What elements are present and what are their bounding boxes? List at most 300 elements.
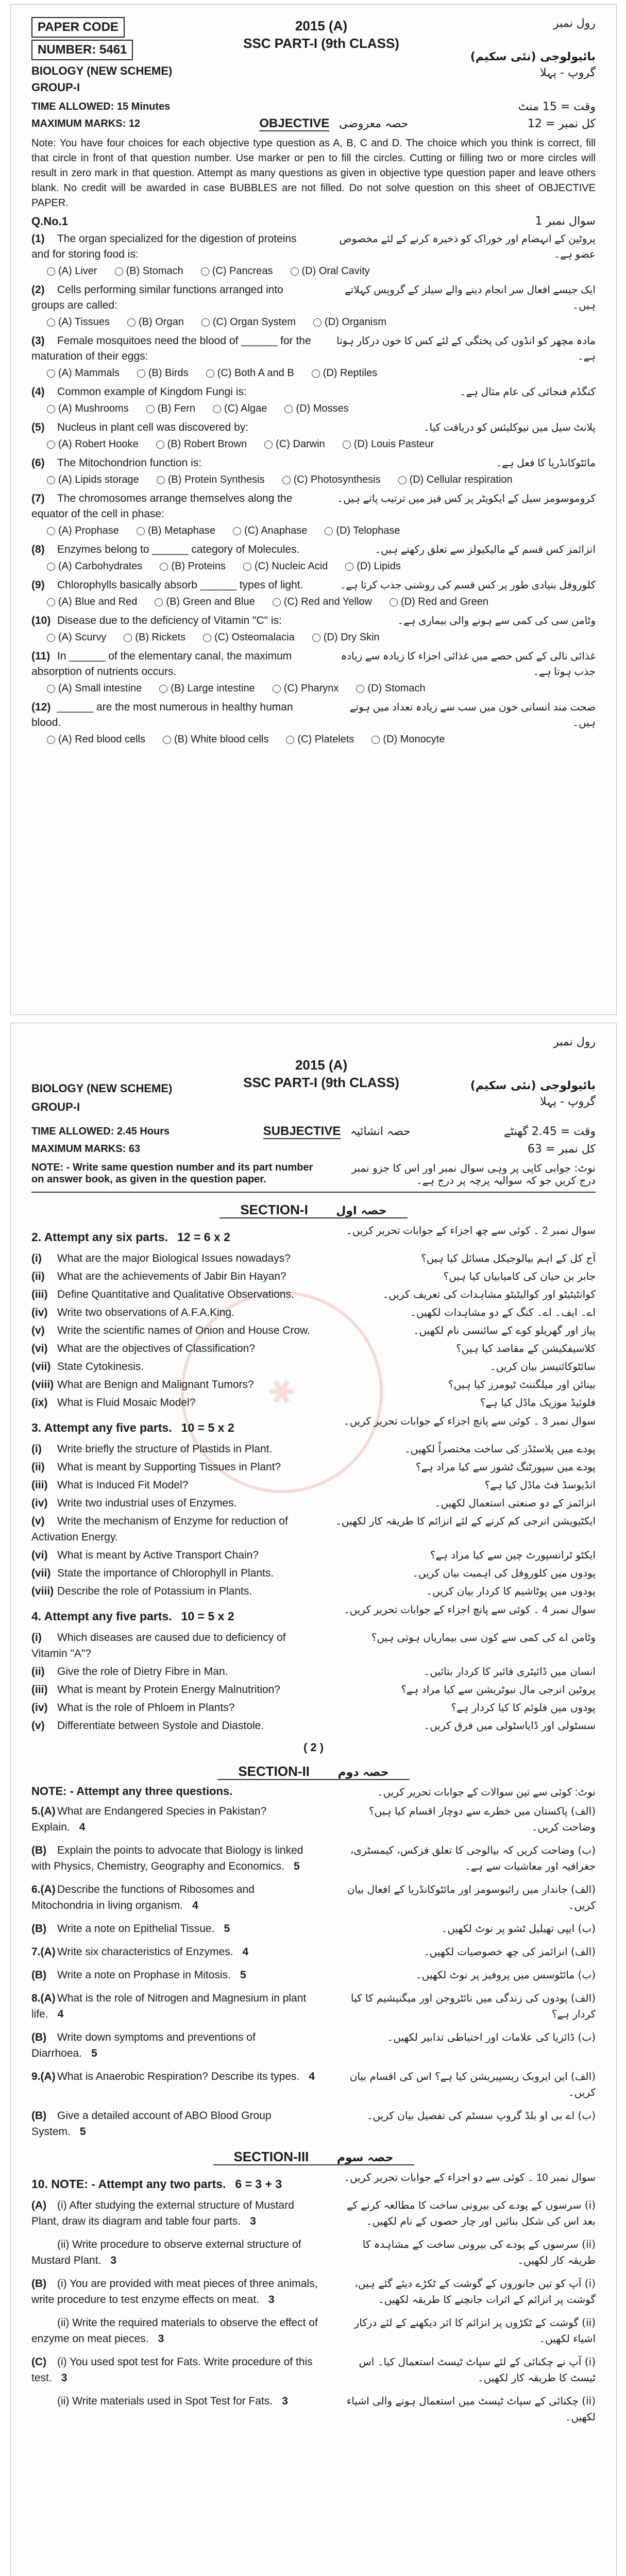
answer-bubble-icon[interactable]	[313, 318, 322, 327]
mcq-option-label: (C) Photosynthesis	[293, 474, 381, 485]
mcq-option[interactable]	[47, 474, 139, 486]
answer-bubble-icon[interactable]	[47, 318, 55, 327]
q2-header	[31, 1223, 596, 1247]
section-2-note-urdu: نوٹ: کوئی سے تین سوالات کے جوابات تحریر کریں۔	[377, 1787, 596, 1798]
short-question-number: (ii)	[31, 1666, 45, 1677]
section-1-title: SECTION-I	[230, 1202, 318, 1218]
mcq-option[interactable]	[201, 265, 273, 277]
mcq-option-label: (C) Algae	[224, 403, 267, 414]
long-question-urdu: (ب) وضاحت کریں کہ بیالوجی کا تعلق فزکس، کیمسٹری، جغرافیہ اور معاشیات سے ہے۔	[350, 1844, 596, 1872]
short-question-row	[31, 1377, 596, 1393]
short-question-en	[31, 1377, 319, 1393]
answer-bubble-icon[interactable]	[201, 267, 209, 276]
short-question-number: (iii)	[31, 1684, 48, 1696]
short-question-row	[31, 1441, 596, 1457]
q2-block	[11, 1223, 616, 1411]
section-2-note-row	[11, 1785, 616, 1800]
short-question-urdu: پودوں میں پوٹاشیم کا کردار بیان کریں۔	[426, 1585, 596, 1597]
mcq-question-line	[31, 333, 596, 364]
answer-bubble-icon[interactable]	[312, 369, 320, 378]
short-question-urdu: پودوں میں کلوروفل کی اہمیت بیان کریں۔	[412, 1567, 596, 1579]
short-question-en	[31, 1718, 319, 1734]
mcq-question-urdu: پلانٹ سیل میں نیوکلیئس کو دریافت کیا۔	[423, 422, 596, 433]
mcq-question-text: Disease due to the deficiency of Vitamin "C" is:	[57, 615, 282, 626]
mcq-option-label: (A) Mushrooms	[58, 403, 129, 414]
mcq-option[interactable]	[47, 596, 137, 608]
objective-sheet	[10, 4, 617, 1015]
answer-bubble-icon[interactable]	[47, 369, 55, 378]
answer-bubble-icon[interactable]	[160, 563, 168, 571]
long-question-marks: 4	[79, 1821, 86, 1833]
answer-bubble-icon[interactable]	[47, 440, 55, 449]
mcq-question-text: The Mitochondrion function is:	[57, 457, 202, 469]
mcq-option[interactable]	[206, 367, 294, 379]
mcq-number: (12)	[31, 701, 51, 713]
short-question-text: Write two observations of A.F.A.King.	[57, 1307, 234, 1318]
answer-bubble-icon[interactable]	[273, 685, 281, 693]
subjective-group-urdu: گروپ - پہلا	[539, 1095, 596, 1108]
subject: BIOLOGY (NEW SCHEME)	[31, 64, 173, 77]
practical-question-marks: 3	[282, 2395, 288, 2407]
practical-question	[31, 2236, 596, 2268]
short-question-urdu: انڈیوسڈ فٹ ماڈل کیا ہے؟	[484, 1479, 596, 1491]
objective-title-urdu: حصہ معروضی	[339, 117, 409, 130]
mcq-option-label: (D) Red and Green	[400, 596, 489, 607]
mcq-option[interactable]	[233, 525, 307, 537]
mcq-number: (8)	[31, 544, 45, 555]
practical-question-urdu: (ii) گوشت کے ٹکڑوں پر انزائم کا اثر دیکھنے کے لئے درکار اشیاء لکھیں۔	[354, 2316, 596, 2345]
urdu-header-block	[470, 17, 596, 79]
mcq-option-label: (A) Blue and Red	[58, 596, 138, 607]
short-question-number: (ii)	[31, 1270, 45, 1282]
mcq-option-label: (D) Oral Cavity	[301, 265, 370, 277]
answer-bubble-icon[interactable]	[47, 736, 55, 744]
short-question-urdu: فلوئیڈ موزیک ماڈل کیا ہے؟	[480, 1396, 596, 1409]
q10-header	[11, 2170, 616, 2194]
mcq-option[interactable]	[127, 316, 184, 328]
answer-bubble-icon[interactable]	[47, 527, 55, 535]
answer-bubble-icon[interactable]	[115, 267, 123, 276]
long-question-marks: 4	[242, 1946, 249, 1958]
mcq-option-label: (C) Anaphase	[244, 525, 308, 536]
mcq-item	[31, 282, 596, 328]
mcq-question-text: Nucleus in plant cell was discovered by:	[57, 421, 249, 433]
mcq-option[interactable]	[286, 734, 354, 745]
mcq-option-label: (A) Liver	[58, 265, 97, 277]
mcq-question-en	[31, 649, 312, 680]
answer-bubble-icon[interactable]	[124, 634, 132, 642]
answer-bubble-icon[interactable]	[156, 440, 164, 449]
mcq-option-label: (B) Protein Synthesis	[167, 474, 265, 485]
subjective-urdu-block	[470, 1036, 596, 1108]
practical-question-marks: 3	[61, 2372, 67, 2384]
mcq-option-label: (D) Mosses	[296, 403, 349, 414]
mcq-question-text: Enzymes belong to ______ category of Molecules.	[57, 544, 300, 555]
mcq-question-text: Cells performing similar functions arranged into groups are called:	[31, 284, 283, 311]
short-question-urdu: پروٹین انرجی مال نیوٹریشن سے کیا مراد ہے؟	[401, 1683, 596, 1696]
mcq-question-urdu: غذائی نالی کے کس حصے میں غذائی اجزاء کا زیادہ سے زیادہ جذب ہوتا ہے۔	[341, 651, 596, 677]
mcq-option-label: (D) Dry Skin	[323, 632, 380, 643]
short-question-number: (v)	[31, 1325, 45, 1336]
mcq-option[interactable]	[115, 265, 183, 277]
watermark-stamp: ✱	[144, 1254, 419, 1530]
short-question-en	[31, 1441, 319, 1457]
mcq-option[interactable]	[343, 438, 434, 450]
subjective-note-row	[11, 1162, 616, 1187]
mcq-list	[11, 231, 616, 745]
q4-header	[31, 1602, 596, 1626]
mcq-option[interactable]	[312, 632, 380, 643]
mcq-option[interactable]	[371, 734, 445, 745]
q2-title-urdu: سوال نمبر 2 ۔ کوئی سے چھ اجزاء کے جوابات تحریر کریں۔	[346, 1225, 596, 1236]
short-question-en	[31, 1565, 319, 1581]
time-allowed-urdu: وقت = 15 منٹ	[518, 100, 596, 113]
answer-bubble-icon[interactable]	[159, 685, 167, 693]
mcq-options	[47, 403, 596, 415]
long-question-text: Explain the points to advocate that Biology is linked with Physics, Chemistry, Geography and Economics.	[31, 1844, 303, 1872]
q4-marks: 10 = 5 x 2	[181, 1609, 234, 1623]
mcq-option[interactable]	[47, 525, 119, 537]
answer-bubble-icon[interactable]	[157, 476, 165, 484]
long-question-urdu: (ب) اے بی او بلڈ گروپ سسٹم کی تفصیل بیان کریں۔	[366, 2109, 596, 2122]
answer-bubble-icon[interactable]	[47, 685, 55, 693]
time-allowed: TIME ALLOWED: 15 Minutes	[31, 101, 171, 112]
long-question	[31, 1803, 596, 1835]
exam-title-block	[243, 17, 399, 52]
long-question	[31, 2029, 596, 2061]
q3-title-urdu: سوال نمبر 3 ۔ کوئی سے پانچ اجزاء کے جوابات تحریر کریں۔	[343, 1416, 596, 1427]
practical-question-urdu: (ii) چکنائی کے سپاٹ ٹیسٹ میں استعمال ہونے والی اشیاء لکھیں۔	[346, 2395, 596, 2423]
mcq-options	[47, 734, 596, 745]
short-question-text: Which diseases are caused due to deficiency of Vitamin "A"?	[31, 1632, 286, 1659]
short-question-en	[31, 1395, 319, 1411]
short-question-row	[31, 1341, 596, 1357]
mcq-option[interactable]	[146, 403, 195, 415]
mcq-options	[47, 683, 596, 694]
q2-title: 2. Attempt any six parts.	[31, 1230, 168, 1244]
short-question-urdu: سائٹوکائنیسز بیان کریں۔	[489, 1360, 596, 1372]
mcq-option[interactable]	[273, 683, 339, 694]
mcq-option-label: (C) Both A and B	[217, 367, 294, 379]
practical-question	[31, 2354, 596, 2386]
mcq-option-label: (D) Louis Pasteur	[353, 438, 434, 450]
mcq-option-label: (B) Rickets	[135, 632, 186, 643]
practical-question	[31, 2197, 596, 2229]
mcq-option[interactable]	[47, 734, 145, 745]
exam-name: SSC PART-I (9th CLASS)	[243, 36, 399, 51]
mcq-option-label: (C) Nucleic Acid	[255, 561, 328, 572]
mcq-question-line	[31, 491, 596, 522]
mcq-question-line	[31, 649, 596, 680]
short-question-urdu: ایکٹیویشن انرجی کم کرنے کے لئے انزائم کا طریقہ کار لکھیں۔	[335, 1515, 596, 1527]
mcq-option[interactable]	[137, 525, 215, 537]
mcq-number: (1)	[31, 233, 45, 245]
short-question-urdu: پودے میں پلاسٹڈز کی ساخت مختصراً لکھیں۔	[404, 1443, 596, 1455]
short-question-urdu: جابر بن حیان کی کامیابیاں کیا ہیں؟	[443, 1270, 596, 1282]
mcq-item	[31, 455, 596, 486]
long-question-text: What is Anaerobic Respiration? Describe its types.	[57, 2071, 300, 2082]
mcq-option[interactable]	[163, 734, 268, 745]
answer-bubble-icon[interactable]	[47, 267, 55, 276]
short-question-text: State Cytokinesis.	[57, 1361, 144, 1372]
mcq-question-en	[31, 700, 312, 731]
mcq-option[interactable]	[159, 683, 255, 694]
mcq-question-urdu: کلوروفل بنیادی طور پر کس قسم کی روشنی جذب کرتا ہے۔	[340, 580, 596, 591]
mcq-option[interactable]	[345, 561, 401, 572]
mcq-option[interactable]	[157, 474, 265, 486]
short-question-number: (i)	[31, 1252, 42, 1264]
answer-bubble-icon[interactable]	[127, 318, 136, 327]
objective-note: Note: You have four choices for each objective type question as A, B, C and D. The choice which you think is correct, fill that circle in front of that question number. Use marker or pen to fill the circles. Cutting or filling two or more circles will result in zero mark in that question. Attempt as many questions as given in objective type question paper and leave others blank. No credit will be awarded in case BUBBLES are not filled. Do not solve question on this sheet of OBJECTIVE PAPER.	[31, 138, 596, 209]
long-question-text: Write a note on Epithelial Tissue.	[57, 1923, 215, 1935]
answer-bubble-icon[interactable]	[312, 634, 320, 642]
mcq-option-label: (B) Large intestine	[171, 683, 255, 694]
short-question-row	[31, 1477, 596, 1493]
mcq-option[interactable]	[264, 438, 325, 450]
answer-bubble-icon[interactable]	[47, 634, 55, 642]
mcq-option[interactable]	[47, 367, 120, 379]
mcq-option[interactable]	[47, 316, 110, 328]
mcq-option[interactable]	[201, 316, 296, 328]
long-question-en	[31, 1882, 319, 1913]
answer-bubble-icon[interactable]	[163, 736, 171, 744]
subjective-year: 2015 (A)	[295, 1057, 348, 1073]
subjective-title-en: SUBJECTIVE	[263, 1124, 341, 1138]
divider	[31, 1192, 596, 1193]
subjective-roll-label: رول نمبر	[553, 1036, 596, 1048]
answer-bubble-icon[interactable]	[264, 440, 273, 449]
answer-bubble-icon[interactable]	[291, 267, 299, 276]
mcq-option[interactable]	[390, 596, 488, 608]
answer-bubble-icon[interactable]	[137, 369, 145, 378]
short-question-en	[31, 1341, 319, 1357]
mcq-option-label: (C) Pancreas	[212, 265, 273, 277]
answer-bubble-icon[interactable]	[203, 634, 211, 642]
mcq-option-label: (D) Monocyte	[383, 734, 445, 745]
mcq-option[interactable]	[47, 403, 129, 415]
long-question-number: 5.(A)	[31, 1805, 56, 1817]
answer-bubble-icon[interactable]	[47, 563, 55, 571]
long-question-en	[31, 2029, 319, 2061]
mcq-option[interactable]	[282, 474, 381, 486]
short-question-urdu: انسان میں ڈائیٹری فائبر کا کردار بتائیں۔	[424, 1665, 596, 1677]
subjective-exam: SSC PART-I (9th CLASS)	[243, 1075, 399, 1090]
mcq-option[interactable]	[160, 561, 226, 572]
short-question-row	[31, 1547, 596, 1563]
mcq-question-line	[31, 613, 596, 629]
section-3-heading	[11, 2149, 616, 2165]
answer-bubble-icon[interactable]	[201, 318, 210, 327]
answer-bubble-icon[interactable]	[47, 598, 55, 606]
mcq-option[interactable]	[47, 632, 106, 643]
long-question	[31, 1882, 596, 1913]
mcq-option-label: (C) Platelets	[297, 734, 354, 745]
answer-bubble-icon[interactable]	[243, 563, 251, 571]
short-question-number: (ii)	[31, 1461, 45, 1473]
mcq-option[interactable]	[124, 632, 185, 643]
q3-marks: 10 = 5 x 2	[181, 1421, 234, 1434]
mcq-question-en	[31, 613, 312, 629]
subjective-time: TIME ALLOWED: 2.45 Hours	[31, 1125, 170, 1137]
long-question	[31, 1921, 596, 1937]
answer-bubble-icon[interactable]	[286, 736, 294, 744]
short-question-number: (i)	[31, 1632, 42, 1643]
long-question	[31, 1990, 596, 2022]
mcq-option-label: (A) Mammals	[58, 367, 120, 379]
mcq-option[interactable]	[137, 367, 189, 379]
short-question-row	[31, 1565, 596, 1581]
mcq-option[interactable]	[273, 596, 372, 608]
q1-label: Q.No.1	[31, 215, 68, 228]
answer-bubble-icon[interactable]	[325, 527, 333, 535]
answer-bubble-icon[interactable]	[284, 405, 293, 413]
short-question-urdu: پودے میں سپورٹنگ ٹشوز سے کیا مراد ہے؟	[415, 1461, 596, 1473]
mcq-option-label: (B) Proteins	[171, 561, 226, 572]
answer-bubble-icon[interactable]	[146, 405, 155, 413]
short-question-text: Define Quantitative and Qualitative Observations.	[57, 1289, 294, 1300]
long-question-marks: 4	[309, 2071, 315, 2082]
answer-bubble-icon[interactable]	[47, 476, 55, 484]
answer-bubble-icon[interactable]	[233, 527, 241, 535]
long-question	[31, 1944, 596, 1960]
mcq-option[interactable]	[312, 367, 378, 379]
long-question-en	[31, 1944, 319, 1960]
short-question-number: (viii)	[31, 1585, 54, 1597]
practical-question-marks: 3	[268, 2294, 275, 2306]
practical-question-text: (i) You are provided with meat pieces of three animals, write procedure to test enzyme effects on meat.	[31, 2278, 318, 2306]
answer-bubble-icon[interactable]	[356, 685, 364, 693]
long-question-urdu: (الف) پودوں کی زندگی میں نائٹروجن اور میگنیشیم کا کیا کردار ہے؟	[350, 1992, 596, 2020]
short-question-text: Write the mechanism of Enzyme for reduction of Activation Energy.	[31, 1515, 288, 1543]
mcq-option[interactable]	[313, 316, 386, 328]
long-question	[31, 2108, 596, 2140]
long-question-en	[31, 2069, 319, 2100]
q3-items	[31, 1441, 596, 1599]
mcq-option-label: (B) Organ	[139, 316, 184, 328]
long-question-urdu: (الف) انزائمز کی چھ خصوصیات لکھیں۔	[423, 1945, 596, 1958]
q4-title-urdu: سوال نمبر 4 ۔ کوئی سے پانچ اجزاء کے جوابات تحریر کریں۔	[343, 1604, 596, 1616]
answer-bubble-icon[interactable]	[47, 405, 55, 413]
mcq-option[interactable]	[47, 265, 97, 277]
practical-question	[31, 2315, 596, 2347]
mcq-option[interactable]	[356, 683, 425, 694]
mcq-option[interactable]	[47, 561, 142, 572]
short-question-row	[31, 1286, 596, 1302]
mcq-option-label: (C) Osteomalacia	[214, 632, 295, 643]
answer-bubble-icon[interactable]	[345, 563, 353, 571]
mcq-option[interactable]	[398, 474, 513, 486]
mcq-option-label: (B) Fern	[157, 403, 196, 414]
mcq-option[interactable]	[47, 683, 142, 694]
short-question-row	[31, 1513, 596, 1545]
short-question-row	[31, 1630, 596, 1662]
practical-question-urdu: (i) آپ کو تین جانوروں کے گوشت کے ٹکڑے دیئے گئے ہیں، گوشت پر انزائم کے اثرات جانچنے کا طریقہ لکھیں۔	[354, 2277, 596, 2306]
paper-number-label: NUMBER:	[38, 43, 96, 57]
mcq-question-urdu: انزائمز کس قسم کے مالیکیولز سے تعلق رکھتے ہیں۔	[375, 544, 596, 555]
subjective-time-row	[11, 1124, 616, 1139]
mcq-option[interactable]	[213, 403, 267, 415]
mcq-item	[31, 649, 596, 694]
mcq-question-urdu: مائٹوکانڈریا کا فعل ہے۔	[496, 457, 596, 469]
long-question-en	[31, 1803, 319, 1835]
mcq-number: (11)	[31, 650, 50, 662]
mcq-option[interactable]	[47, 438, 139, 450]
mcq-question-en	[31, 420, 312, 435]
answer-bubble-icon[interactable]	[155, 598, 163, 606]
short-question-number: (i)	[31, 1443, 42, 1455]
short-question-en	[31, 1513, 319, 1545]
mcq-option-label: (A) Tissues	[58, 316, 110, 328]
subjective-note-urdu: نوٹ: جوابی کاپی پر وہی سوال نمبر اور اس کا جزو نمبر درج کریں جو کہ سوالیہ پرچہ پر درج ہے۔	[351, 1162, 596, 1187]
short-question-row	[31, 1583, 596, 1599]
answer-bubble-icon[interactable]	[273, 598, 281, 606]
long-question-marks: 5	[91, 2047, 97, 2059]
mcq-option[interactable]	[156, 438, 247, 450]
practical-question-marks: 3	[250, 2215, 256, 2227]
short-question-row	[31, 1359, 596, 1375]
subjective-title-block	[243, 1056, 399, 1091]
subjective-left-block	[31, 1036, 172, 1114]
long-question-number: (B)	[31, 1923, 47, 1935]
mcq-question-line	[31, 231, 596, 262]
long-question-en	[31, 1921, 319, 1937]
mcq-question-urdu: پروٹین کے انہضام اور خوراک کو ذخیرہ کرنے کے لئے مخصوص عضو ہے۔	[339, 233, 596, 260]
short-question-urdu: ایکٹو ٹرانسپورٹ چین سے کیا مراد ہے؟	[430, 1549, 596, 1561]
long-question-number: (B)	[31, 2031, 47, 2043]
mcq-option-label: (D) Telophase	[336, 525, 400, 536]
short-question-text: What are the achievements of Jabir Bin Hayan?	[57, 1270, 286, 1282]
mcq-options	[47, 474, 596, 486]
answer-bubble-icon[interactable]	[398, 476, 407, 484]
answer-bubble-icon[interactable]	[343, 440, 351, 449]
practical-question-en	[31, 2197, 319, 2229]
short-question-number: (vii)	[31, 1567, 51, 1579]
mcq-number: (7)	[31, 493, 45, 504]
practical-question-en	[31, 2236, 319, 2268]
mcq-option-label: (C) Organ System	[212, 316, 296, 328]
mcq-question-urdu: مادہ مچھر کو انڈوں کی پختگی کے لئے کس کا خون درکار ہوتا ہے۔	[336, 335, 596, 362]
subjective-header	[11, 1023, 616, 1117]
answer-bubble-icon[interactable]	[137, 527, 145, 535]
answer-bubble-icon[interactable]	[282, 476, 291, 484]
answer-bubble-icon[interactable]	[213, 405, 221, 413]
mcq-option[interactable]	[243, 561, 328, 572]
practical-question-number: (B)	[31, 2278, 47, 2290]
short-question-urdu: اے۔ ایف۔ اے۔ کنگ کے دو مشاہدات لکھیں۔	[410, 1306, 596, 1318]
short-question-number: (ix)	[31, 1397, 48, 1409]
practical-question-en	[31, 2315, 319, 2347]
answer-bubble-icon[interactable]	[390, 598, 398, 606]
mcq-option[interactable]	[155, 596, 255, 608]
mcq-question-urdu: صحت مند انسانی خون میں سب سے زیادہ تعداد میں ہوتے ہیں۔	[349, 702, 596, 728]
answer-bubble-icon[interactable]	[206, 369, 214, 378]
mcq-option[interactable]	[284, 403, 348, 415]
long-question-marks: 5	[293, 1860, 300, 1872]
short-question-en	[31, 1664, 319, 1680]
year: 2015 (A)	[295, 18, 348, 33]
short-question-urdu: آج کل کے اہم بیالوجیکل مسائل کیا ہیں؟	[421, 1252, 596, 1264]
mcq-option[interactable]	[203, 632, 295, 643]
mcq-option[interactable]	[291, 265, 370, 277]
short-question-text: What are Benign and Malignant Tumors?	[57, 1379, 254, 1391]
short-question-text: What are the objectives of Classification?	[57, 1343, 256, 1354]
short-question-number: (vi)	[31, 1343, 48, 1354]
max-marks: MAXIMUM MARKS: 12	[31, 117, 141, 129]
mcq-option[interactable]	[325, 525, 400, 537]
answer-bubble-icon[interactable]	[371, 736, 380, 744]
short-question-number: (viii)	[31, 1379, 54, 1391]
mcq-option-label: (B) Stomach	[126, 265, 183, 277]
